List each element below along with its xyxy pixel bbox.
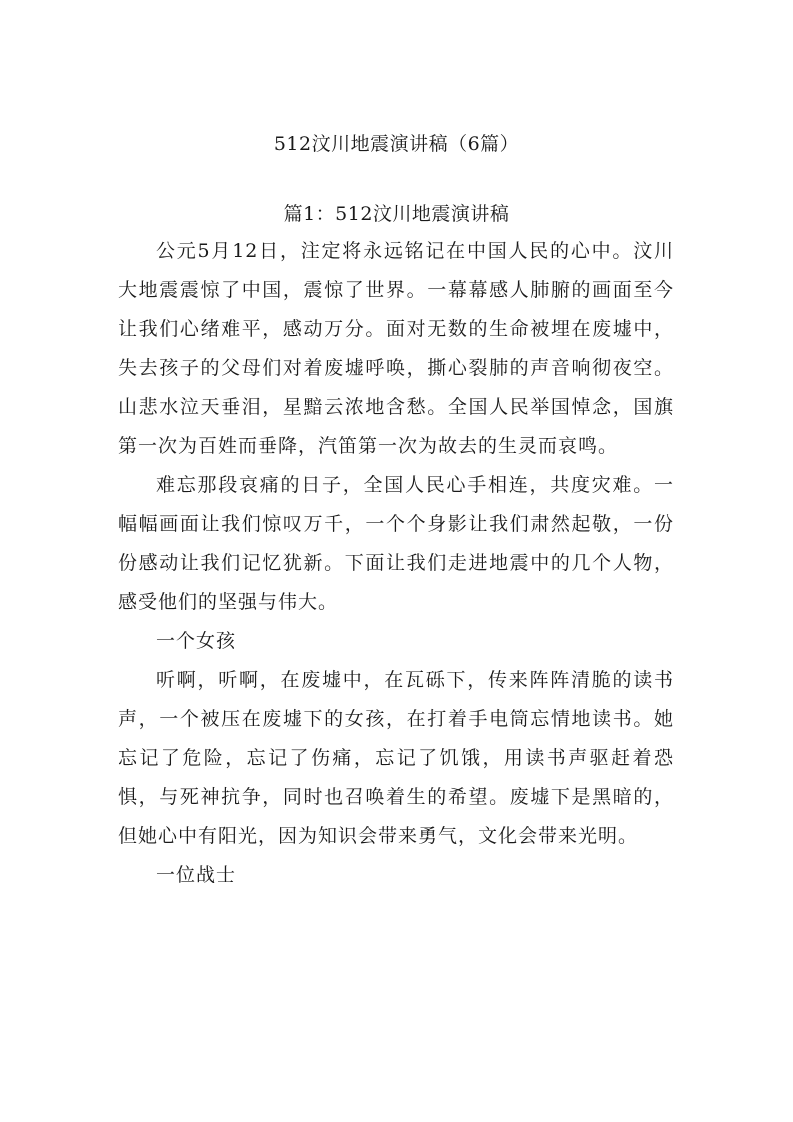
document-body <box>118 232 674 895</box>
document-title: 512汶川地震演讲稿（6篇） <box>273 133 520 155</box>
section-title: 篇1：512汶川地震演讲稿 <box>283 203 510 225</box>
paragraph: 公元5月12日，注定将永远铭记在中国人民的心中。汶川大地震震惊了中国，震惊了世界。一幕幕感人肺腑的画面至今让我们心绪难平，感动万分。面对无数的生命被埋在废墟中，失去孩子的父母们对着废墟呼唤，撕心裂肺的声音响彻夜空。山悲水泣天垂泪，星黯云浓地含愁。全国人民举国悼念，国旗第一次为百姓而垂降，汽笛第一次为故去的生灵而哀鸣。 <box>118 240 674 457</box>
paragraph: 难忘那段哀痛的日子，全国人民心手相连，共度灾难。一幅幅画面让我们惊叹万千，一个个身影让我们肃然起敬，一份份感动让我们记忆犹新。下面让我们走进地震中的几个人物，感受他们的坚强与伟大。 <box>118 474 674 613</box>
subheading: 一位战士 <box>156 864 237 886</box>
paragraph: 听啊，听啊，在废墟中，在瓦砾下，传来阵阵清脆的读书声，一个被压在废墟下的女孩，在打着手电筒忘情地读书。她忘记了危险，忘记了伤痛，忘记了饥饿，用读书声驱赶着恐惧，与死神抗争，同时也召唤着生的希望。废墟下是黑暗的，但她心中有阳光，因为知识会带来勇气，文化会带来光明。 <box>118 669 674 847</box>
subheading: 一个女孩 <box>156 630 237 652</box>
